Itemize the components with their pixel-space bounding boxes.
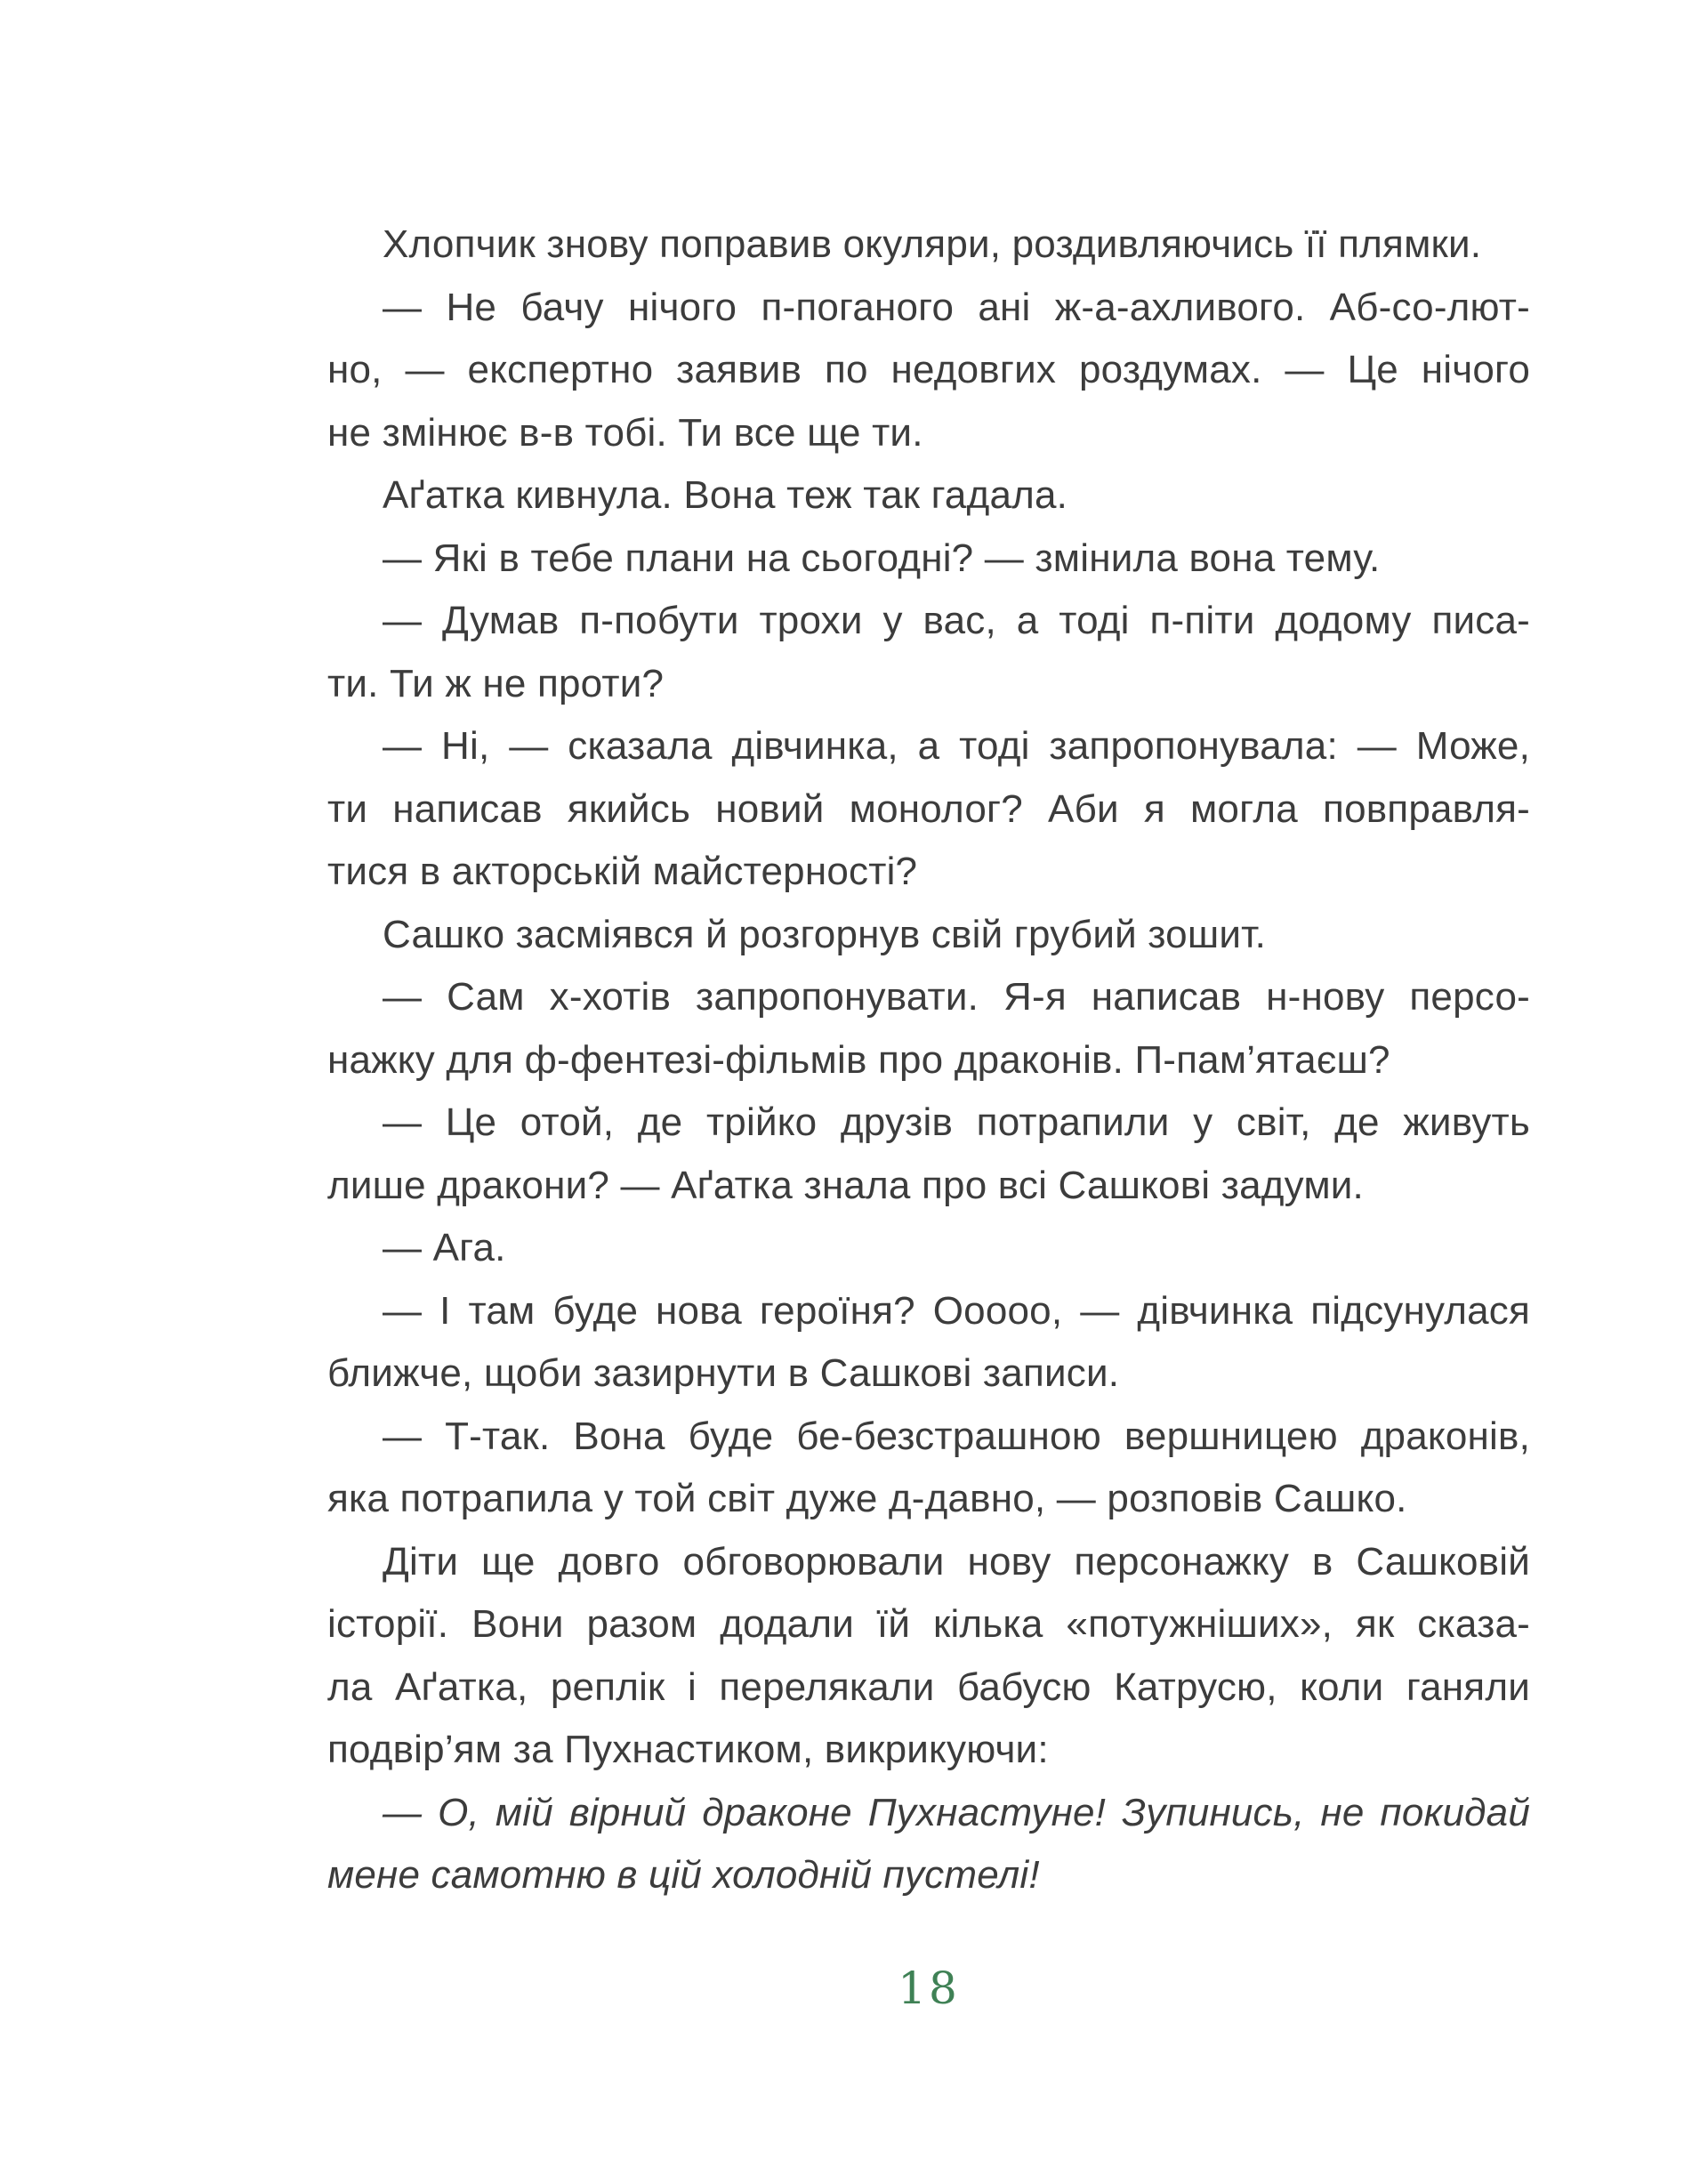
text-line: — Які в тебе плани на сьогодні? — змінила вона тему.	[383, 536, 1381, 580]
text-line: — Думав п-побути трохи у вас, а тоді п-піти додому писа-	[383, 599, 1530, 642]
text-line: — Ага.	[383, 1226, 506, 1269]
text-line: нажку для ф-фентезі-фільмів про драконів. П-пам’ятаєш?	[327, 1037, 1390, 1082]
text-line: ти написав якийсь новий монолог? Аби я могла повправля-	[327, 786, 1530, 831]
text-line: історії. Вони разом додали їй кілька «потужніших», як сказа-	[327, 1602, 1530, 1646]
text-line: ти. Ти ж не проти?	[327, 661, 665, 705]
text-line: — Сам х-хотів запропонувати. Я-я написав н-нову персо-	[383, 975, 1530, 1019]
text-line: Сашко засміявся й розгорнув свій грубий зошит.	[383, 912, 1267, 956]
text-line: — Це отой, де трійко друзів потрапили у світ, де живуть	[383, 1100, 1530, 1144]
text-line: — Т-так. Вона буде бе-безстрашною вершницею драконів,	[383, 1414, 1530, 1458]
text-line: ближче, щоби зазирнути в Сашкові записи.	[327, 1351, 1120, 1395]
text-line: Діти ще довго обговорювали нову персонажку в Сашковій	[383, 1539, 1530, 1584]
text-line: — Ні, — сказала дівчинка, а тоді запропонувала: — Може,	[383, 724, 1530, 768]
text-block	[327, 214, 1530, 1907]
text-line: Хлопчик знову поправив окуляри, роздивляючись її плямки.	[383, 222, 1482, 266]
text-line: но, — експертно заявив по недовгих роздумах. — Це нічого	[327, 348, 1530, 391]
text-line: яка потрапила у той світ дуже д-давно, — розповів Сашко.	[327, 1477, 1407, 1520]
text-line: тися в акторській майстерності?	[327, 850, 918, 893]
text-line: мене самотню в цій холодній пустелі!	[327, 1853, 1040, 1897]
text-line: лише дракони? — Аґатка знала про всі Сашкові задуми.	[327, 1163, 1364, 1207]
text-line: — Не бачу нічого п-поганого ані ж-а-ахливого. Аб-со-лют-	[383, 285, 1530, 329]
text-line: Аґатка кивнула. Вона теж так гадала.	[383, 473, 1068, 517]
text-line: подвір’ям за Пухнастиком, викрикуючи:	[327, 1728, 1049, 1771]
text-line: не змінює в-в тобі. Ти все ще ти.	[327, 410, 923, 455]
text-line: — О, мій вірний драконе Пухнастуне! Зупинись, не покидай	[383, 1790, 1530, 1834]
text-line: — І там буде нова героїня? Ооооо, — дівчинка підсунулася	[383, 1288, 1530, 1333]
text-line: ла Аґатка, реплік і перелякали бабусю Катрусю, коли ганяли	[327, 1664, 1530, 1709]
page-number: 18	[898, 1963, 960, 2014]
